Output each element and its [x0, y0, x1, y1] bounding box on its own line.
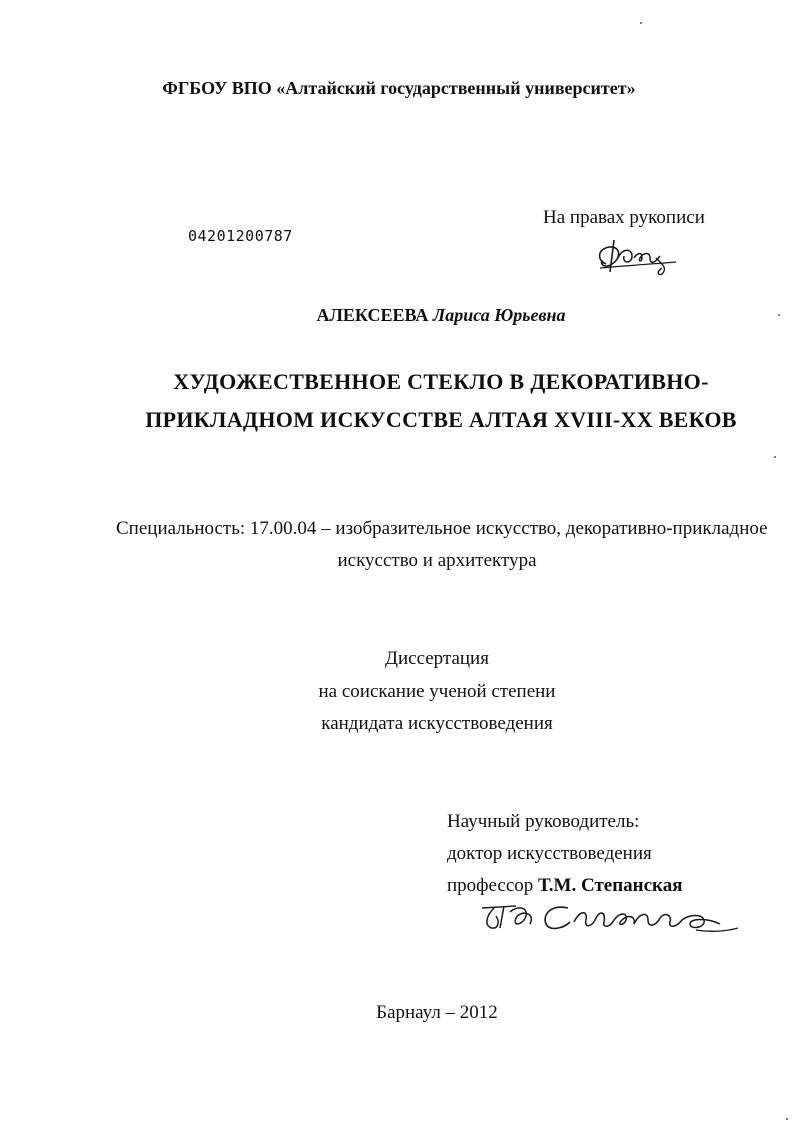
manuscript-rights-note: На правах рукописи [543, 207, 705, 228]
scan-speck [786, 1118, 788, 1120]
author-signature [592, 234, 682, 276]
institution-header: ФГБОУ ВПО «Алтайский государственный университет» [162, 78, 636, 98]
specialty-line-1: Специальность: 17.00.04 – изобразительное искусство, декоративно-прикладное [116, 518, 768, 539]
scan-speck [778, 314, 780, 316]
supervisor-signature [476, 898, 744, 944]
dissertation-title-line-2: ПРИКЛАДНОМ ИСКУССТВЕ АЛТАЯ XVIII-XX ВЕКОВ [145, 407, 737, 432]
dissertation-title-line-1: ХУДОЖЕСТВЕННОЕ СТЕКЛО В ДЕКОРАТИВНО- [173, 369, 709, 394]
supervisor-degree: доктор искусствоведения [447, 843, 652, 864]
supervisor-label: Научный руководитель: [447, 811, 640, 832]
scan-speck [640, 22, 642, 24]
scan-speck [774, 456, 776, 458]
degree-name: кандидата искусствоведения [321, 713, 553, 734]
supervisor-rank: профессор [447, 875, 534, 896]
degree-purpose: на соискание ученой степени [318, 681, 556, 702]
author-name [0, 305, 798, 326]
supervisor-name: Т.М. Степанская [538, 875, 683, 896]
specialty-line-2: искусство и архитектура [337, 550, 537, 571]
author-surname: АЛЕКСЕЕВА [316, 305, 429, 325]
supervisor-rank-name [447, 875, 682, 897]
dissertation-label: Диссертация [385, 648, 489, 669]
author-given-names: Лариса Юрьевна [432, 305, 566, 325]
registration-number: 04201200787 [188, 227, 293, 245]
city-year: Барнаул – 2012 [376, 1002, 498, 1023]
